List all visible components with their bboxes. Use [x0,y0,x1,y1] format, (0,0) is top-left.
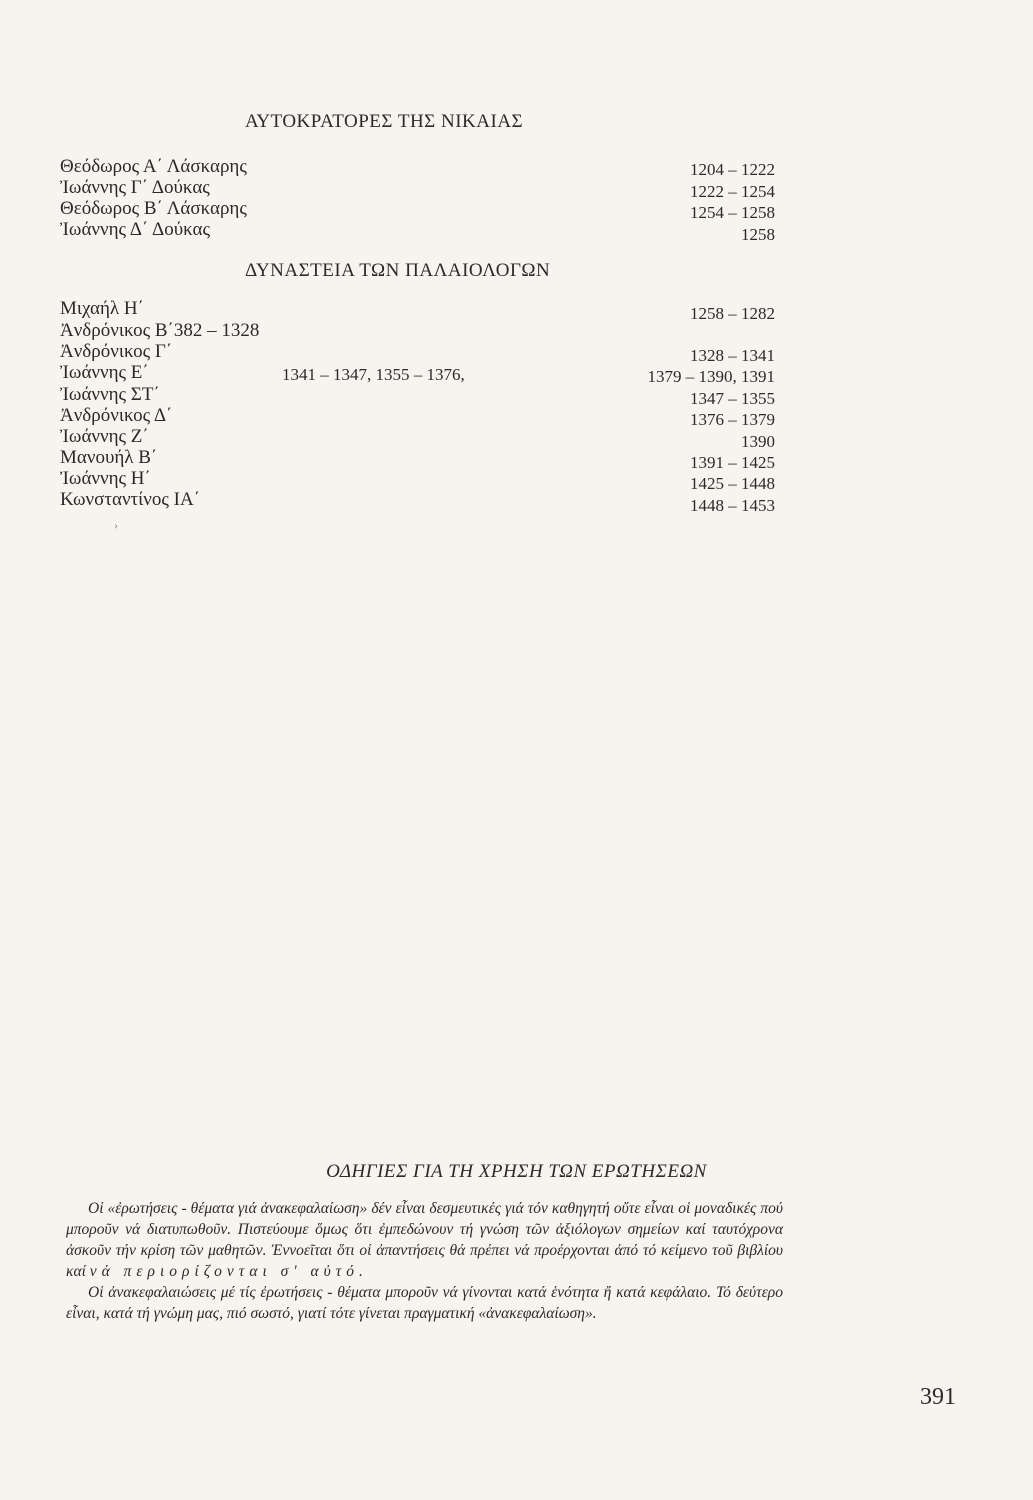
section-title-nicaea: ΑΥΤΟΚΡΑΤΟΡΕΣ ΤΗΣ ΝΙΚΑΙΑΣ [245,111,524,132]
emperor-name: Ἰωάννης Ζ΄ [60,426,149,447]
notes-title: ΟΔΗΓΙΕΣ ΓΙΑ ΤΗ ΧΡΗΣΗ ΤΩΝ ΕΡΩΤΗΣΕΩΝ [326,1161,707,1182]
reign-years: 1222 – 1254 [690,182,775,201]
reign-years: 1379 – 1390, 1391 [647,367,775,386]
emperor-name: Ἰωάννης Η΄ [60,468,151,489]
reign-years: 1391 – 1425 [690,453,775,472]
notes-paragraph-1-text: Οἱ «ἐρωτήσεις - θέματα γιά ἀνακεφαλαίωση» δέν εἶναι δεσμευτικές γιά τόν καθηγητή οὔτε εἶναι οἱ μοναδικές πού μποροῦν νά διατυπωθοῦν. Πιστεύουμε ὅμως ὅτι ἐμπεδώνουν τή γνώση τῶν ἀξιόλογων σημείων καί ταυτόχρονα ἀσκοῦν τήν κρίση τῶν μαθητῶν. Ἐννοεῖται ὅτι οἱ ἀπαντήσεις θά πρέπει νά προέρχονται ἀπό τό κείμενο τοῦ βιβλίου καί [66,1200,783,1280]
emperor-name: Θεόδωρος Β΄ Λάσκαρης [60,198,247,219]
notes-paragraph-1-spaced: νά περιορίζονται σ' αὐτό. [89,1263,368,1280]
reign-years: 1204 – 1222 [690,160,775,179]
emperor-name: Κωνσταντίνος ΙΑ΄ [60,489,201,510]
emperor-name: Ἰωάννης Ε΄ [60,362,149,383]
notes-paragraph-1 [66,1198,783,1282]
page-number: 391 [920,1384,956,1410]
emperor-name: Μανουήλ Β΄ [60,447,158,468]
emperor-name: Ἰωάννης Δ΄ Δούκας [60,219,210,240]
reign-years: 1328 – 1341 [690,346,775,365]
reign-years: 1347 – 1355 [690,389,775,408]
reign-years: 1258 [741,225,775,244]
reign-years: 1254 – 1258 [690,203,775,222]
reign-years: 1448 – 1453 [690,496,775,515]
reign-years: 1425 – 1448 [690,474,775,493]
reign-years-middle: 1341 – 1347, 1355 – 1376, [282,365,465,384]
emperor-name: Μιχαήλ Η΄ [60,298,144,319]
reign-years: 1390 [741,432,775,451]
emperor-name: Ἰωάννης ΣΤ΄ [60,384,160,405]
section-title-palaiologoi: ΔΥΝΑΣΤΕΙΑ ΤΩΝ ΠΑΛΑΙΟΛΟΓΩΝ [245,260,551,281]
reign-years: 1376 – 1379 [690,410,775,429]
emperor-name: Θεόδωρος Α΄ Λάσκαρης [60,156,247,177]
emperor-name: Ἀνδρόνικος Δ΄ [60,405,173,426]
margin-mark: › [114,518,118,532]
emperor-name: Ἀνδρόνικος Β΄382 – 1328 [60,320,260,341]
emperor-name: Ἀνδρόνικος Γ΄ [60,341,173,362]
notes-paragraph-2: Οἱ ἀνακεφαλαιώσεις μέ τίς ἐρωτήσεις - θέματα μποροῦν νά γίνονται κατά ἑνότητα ἤ κατά κεφάλαιο. Τό δεύτερο εἶναι, κατά τή γνώμη μας, πιό σωστό, γιατί τότε γίνεται πραγματική «ἀνακεφαλαίωση». [66,1284,783,1322]
reign-years: 1258 – 1282 [690,304,775,323]
notes-body [66,1198,783,1324]
emperor-name: Ἰωάννης Γ΄ Δούκας [60,177,210,198]
